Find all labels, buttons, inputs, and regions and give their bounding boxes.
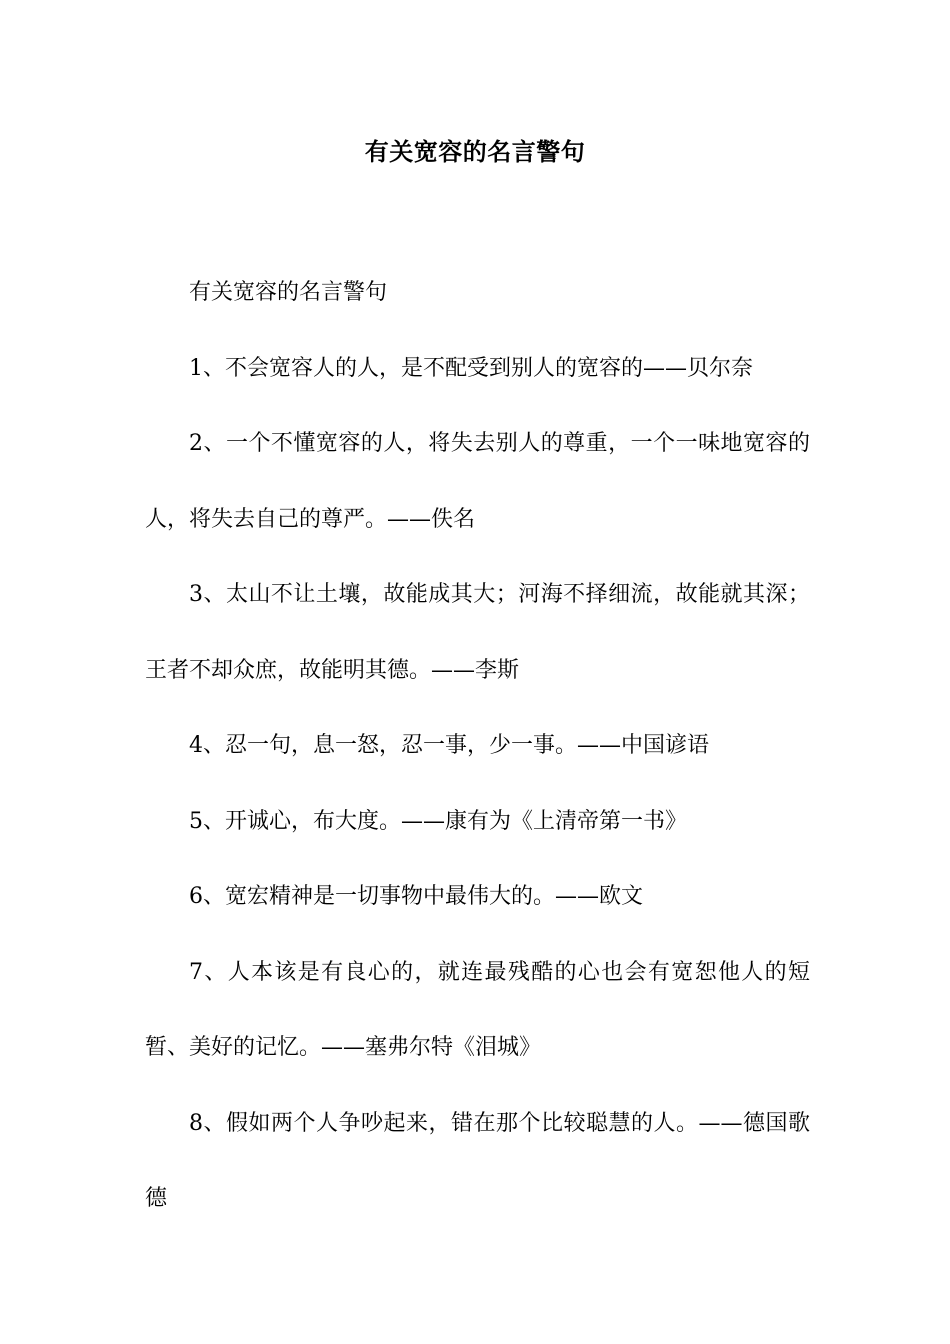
quote-paragraph-5: 5、开诚心，布大度。——康有为《上清帝第一书》 [189, 808, 687, 834]
quote-paragraph-3: 3、太山不让土壤，故能成其大；河海不择细流，故能就其深；王者不却众庶，故能明其德。——李斯 [145, 582, 810, 683]
document-body [145, 255, 810, 1237]
quote-paragraph-8: 8、假如两个人争吵起来，错在那个比较聪慧的人。——德国歌德 [145, 1110, 810, 1211]
document-title: 有关宽容的名言警句 [364, 137, 586, 166]
quote-paragraph-6: 6、宽宏精神是一切事物中最伟大的。——欧文 [189, 884, 643, 909]
quote-paragraph-4: 4、忍一句，息一怒，忍一事，少一事。——中国谚语 [189, 733, 709, 758]
paragraph-heading: 有关宽容的名言警句 [189, 280, 388, 305]
quote-paragraph-2: 2、一个不懂宽容的人，将失去别人的尊重，一个一味地宽容的人，将失去自己的尊严。——佚名 [145, 431, 810, 532]
quote-paragraph-1: 1、不会宽容人的人，是不配受到别人的宽容的——贝尔奈 [189, 355, 753, 381]
quote-paragraph-7: 7、人本该是有良心的，就连最残酷的心也会有宽恕他人的短暂、美好的记忆。——塞弗尔特《泪城》 [145, 959, 810, 1060]
